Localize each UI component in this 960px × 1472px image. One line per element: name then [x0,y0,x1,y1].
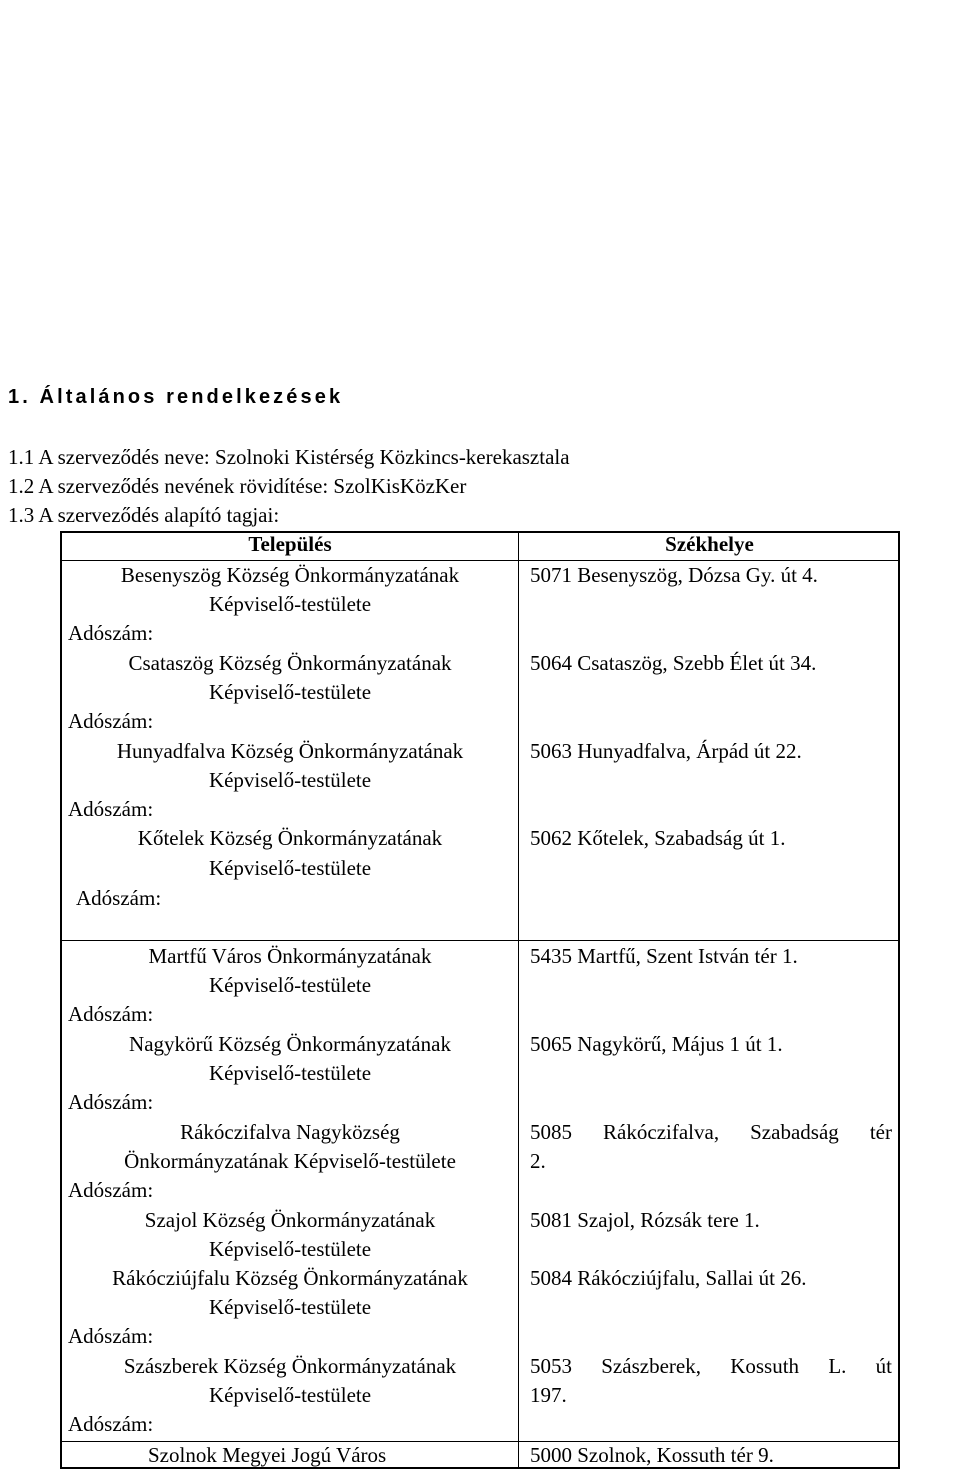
member-address: 5063 Hunyadfalva, Árpád út 22. [530,739,802,763]
member-name: Hunyadfalva Község Önkormányzatának [116,739,464,763]
header-seat: Székhelye [665,532,754,556]
member-name: Martfű Város Önkormányzatának [148,944,432,968]
tax-label: Adószám: [68,1412,154,1436]
member-address-line2: 2. [530,1149,546,1173]
member-name: Nagykörű Község Önkormányzatának [129,1032,451,1056]
tax-label: Adószám: [68,709,154,733]
member-body: Képviselő-testülete [208,680,372,704]
member-name: Csataszög Község Önkormányzatának [128,651,452,675]
member-body: Képviselő-testülete [208,1237,372,1261]
founders-line: 1.3 A szerveződés alapító tagjai: [8,503,280,527]
tax-label: Adószám: [68,1178,154,1202]
address-word: Szabadság [750,1120,839,1144]
member-body: Képviselő-testülete [208,973,372,997]
row-divider [60,940,900,941]
member-address: 5064 Csataszög, Szebb Élet út 34. [530,651,817,675]
member-body: Képviselő-testülete [208,768,372,792]
tax-label: Adószám: [68,1090,154,1114]
address-word: út [875,1354,892,1378]
member-address-line2: 197. [530,1383,567,1407]
member-name: Szászberek Község Önkormányzatának [123,1354,457,1378]
address-word: 5085 [530,1120,572,1144]
address-word: Kossuth [730,1354,800,1378]
member-address: 5062 Kőtelek, Szabadság út 1. [530,826,786,850]
section-heading: 1. Általános rendelkezések [8,386,344,408]
member-name: Szolnok Megyei Jogú Város [148,1443,387,1467]
address-word: L. [828,1354,847,1378]
tax-label: Adószám: [68,797,154,821]
member-address: 5081 Szajol, Rózsák tere 1. [530,1208,760,1232]
member-body: Képviselő-testülete [208,856,372,880]
member-body: Képviselő-testülete [208,1295,372,1319]
org-name-line: 1.1 A szerveződés neve: Szolnoki Kistérség Közkincs-kerekasztala [8,445,570,469]
member-address: 5065 Nagykörű, Május 1 út 1. [530,1032,783,1056]
member-name: Rákóczifalva Nagyközség [180,1120,400,1144]
member-name: Besenyszög Község Önkormányzatának [120,563,460,587]
tax-label: Adószám: [68,1002,154,1026]
member-address: 5000 Szolnok, Kossuth tér 9. [530,1443,774,1467]
member-body: Képviselő-testülete [208,1383,372,1407]
tax-label: Adószám: [76,886,162,910]
member-address: 5435 Martfű, Szent István tér 1. [530,944,798,968]
tax-label: Adószám: [68,621,154,645]
member-address [530,1352,892,1381]
header-settlement: Település [248,532,332,556]
member-address: 5084 Rákócziújfalu, Sallai út 26. [530,1266,807,1290]
address-word: tér [869,1120,892,1144]
member-body: Önkormányzatának Képviselő-testülete [124,1149,456,1173]
address-word: 5053 [530,1354,572,1378]
member-name: Rákócziújfalu Község Önkormányzatának [112,1266,468,1290]
member-name: Szajol Község Önkormányzatának [144,1208,436,1232]
member-address [530,1118,892,1147]
column-divider [518,531,519,1469]
member-body: Képviselő-testülete [208,1061,372,1085]
tax-label: Adószám: [68,1324,154,1348]
member-name: Kőtelek Község Önkormányzatának [137,826,443,850]
org-abbrev-line: 1.2 A szerveződés nevének rövidítése: SzolKisKözKer [8,474,467,498]
member-address: 5071 Besenyszög, Dózsa Gy. út 4. [530,563,818,587]
member-body: Képviselő-testülete [208,592,372,616]
address-word: Szászberek, [601,1354,701,1378]
address-word: Rákóczifalva, [603,1120,720,1144]
